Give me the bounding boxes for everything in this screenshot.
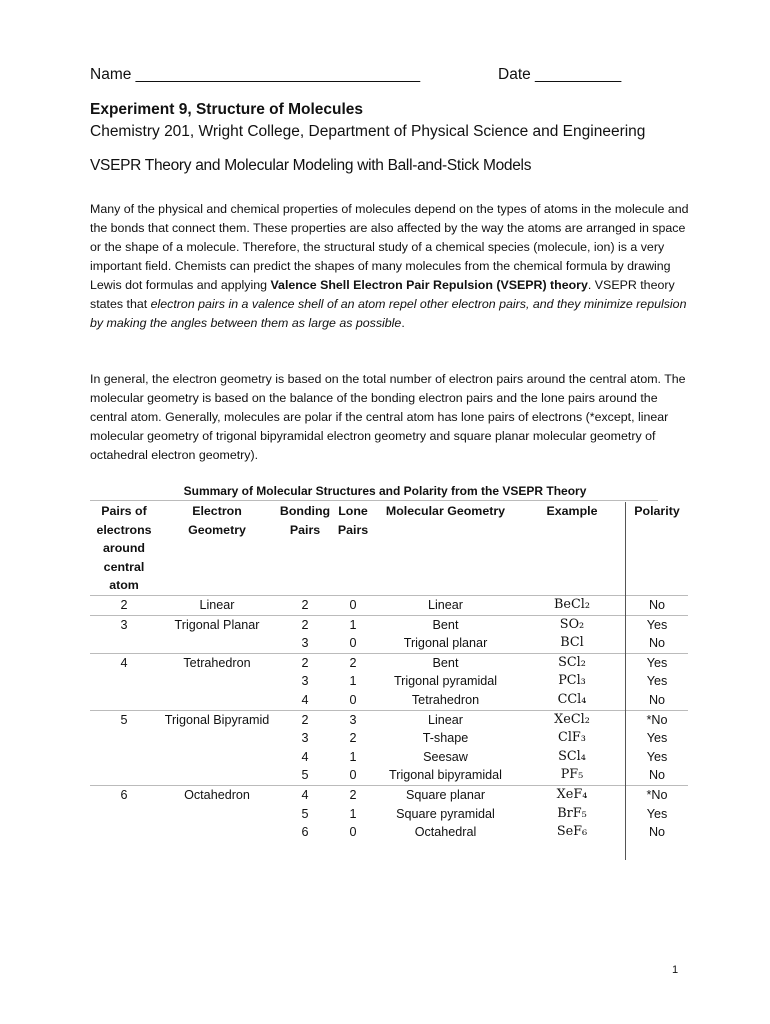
cell-polarity: Yes (626, 615, 689, 634)
cell-molecular-geometry: T-shape (422, 731, 469, 746)
cell-electron-geometry (158, 805, 276, 824)
spacer-cell (276, 842, 334, 861)
cell-bonding-pairs: 5 (301, 768, 309, 783)
cell-pairs (90, 729, 158, 748)
cell-polarity: Yes (626, 805, 689, 824)
cell-molecular-geometry: Linear (372, 710, 519, 729)
table-row (90, 823, 688, 842)
intro-text-c: . (401, 316, 405, 330)
cell-polarity: *No (626, 710, 689, 729)
cell-bonding-pairs: 2 (276, 710, 334, 729)
cell-electron-geometry (158, 766, 276, 785)
cell-pairs (90, 766, 158, 785)
cell-bonding-pairs: 3 (301, 731, 309, 746)
cell-example: BCl (560, 635, 584, 651)
intro-text-a: Many of the physical and chemical properties of molecules depend on the types of atoms in the molecule and the bonds that connect them. These properties are also affected by the way the atoms are arranged in space or the shape of a molecule. Therefore, the structural study of a chemical species (molecule, ion) is a very important field. Chemists can predict the shapes of many molecules from the chemical formula by drawing Lewis dot formulas and applying (90, 202, 689, 292)
cell-polarity: No (626, 691, 689, 710)
name-field-line: Name _________________________________ (90, 66, 421, 83)
cell-polarity: No (626, 823, 689, 842)
section-subtitle: VSEPR Theory and Molecular Modeling with Ball-and-Stick Models (90, 157, 532, 174)
table-header-row (90, 502, 688, 595)
cell-polarity: Yes (626, 672, 689, 691)
experiment-title: Experiment 9, Structure of Molecules (90, 101, 364, 118)
cell-pairs: 2 (90, 595, 158, 615)
cell-electron-geometry (158, 634, 276, 653)
cell-bonding-pairs: 2 (276, 595, 334, 615)
table-row (90, 766, 688, 785)
cell-example: XeCl₂ (519, 710, 626, 729)
course-line: Chemistry 201, Wright College, Department of Physical Science and Engineering (90, 123, 646, 140)
cell-polarity: Yes (626, 653, 689, 672)
cell-example: PF₅ (560, 767, 584, 783)
intro-paragraph (90, 200, 690, 333)
cell-molecular-geometry: Bent (372, 653, 519, 672)
cell-lone-pairs: 2 (334, 653, 372, 672)
spacer-cell (158, 842, 276, 861)
cell-lone-pairs: 1 (334, 615, 372, 634)
cell-pairs (90, 634, 158, 653)
cell-molecular-geometry: Octahedral (414, 825, 477, 840)
cell-molecular-geometry: Trigonal bipyramidal (389, 768, 502, 783)
cell-pairs: 3 (90, 615, 158, 634)
intro-italic-statement: electron pairs in a valence shell of an atom repel other electron pairs, and they minimize repulsion by making the angles between them as large as possible (90, 297, 687, 330)
header-polarity: Polarity (626, 502, 689, 595)
cell-electron-geometry (158, 729, 276, 748)
cell-molecular-geometry: Tetrahedron (411, 692, 480, 707)
cell-lone-pairs: 1 (349, 749, 357, 764)
table-spacer-row (90, 842, 688, 861)
cell-bonding-pairs: 2 (276, 653, 334, 672)
cell-pairs: 5 (90, 710, 158, 729)
cell-bonding-pairs: 5 (301, 806, 309, 821)
cell-example: ClF₃ (558, 730, 586, 746)
cell-polarity: No (626, 595, 689, 615)
header-electron-geometry: Electron Geometry (188, 504, 246, 537)
table-row (90, 634, 688, 653)
header-example: Example (546, 504, 598, 518)
cell-electron-geometry (158, 691, 276, 710)
table-body (90, 595, 688, 860)
cell-lone-pairs: 1 (349, 674, 357, 689)
cell-bonding-pairs: 2 (276, 615, 334, 634)
table-row (90, 615, 688, 634)
cell-polarity: Yes (626, 748, 689, 767)
spacer-cell (90, 842, 158, 861)
cell-pairs: 6 (90, 785, 158, 804)
table-row (90, 595, 688, 615)
cell-lone-pairs: 2 (334, 785, 372, 804)
cell-example: XeF₄ (519, 785, 626, 804)
cell-example: SCl₄ (558, 748, 586, 764)
cell-lone-pairs: 2 (349, 731, 357, 746)
cell-bonding-pairs: 4 (301, 692, 309, 707)
spacer-cell (372, 842, 519, 861)
table-caption: Summary of Molecular Structures and Polarity from the VSEPR Theory (183, 484, 587, 498)
cell-pairs (90, 805, 158, 824)
table-row (90, 729, 688, 748)
cell-molecular-geometry: Trigonal planar (403, 636, 488, 651)
cell-example: SO₂ (519, 615, 626, 634)
cell-bonding-pairs: 3 (301, 674, 309, 689)
table-row (90, 785, 688, 804)
cell-example: SCl₂ (519, 653, 626, 672)
table-row (90, 805, 688, 824)
cell-example: CCl₄ (557, 691, 587, 707)
header-bonding-pairs: Bonding Pairs (279, 504, 331, 537)
cell-molecular-geometry: Seesaw (423, 749, 468, 764)
table-row (90, 653, 688, 672)
cell-lone-pairs: 0 (334, 595, 372, 615)
cell-electron-geometry (158, 748, 276, 767)
header-molecular-geometry: Molecular Geometry (385, 504, 506, 518)
cell-electron-geometry (158, 672, 276, 691)
cell-electron-geometry: Linear (158, 595, 276, 615)
cell-example: BrF₅ (557, 805, 587, 821)
cell-polarity: No (626, 634, 689, 653)
cell-electron-geometry: Trigonal Planar (158, 615, 276, 634)
cell-lone-pairs: 1 (349, 806, 357, 821)
cell-lone-pairs: 0 (349, 768, 357, 783)
cell-electron-geometry: Trigonal Bipyramid (158, 710, 276, 729)
cell-bonding-pairs: 3 (301, 636, 309, 651)
cell-molecular-geometry: Square pyramidal (396, 806, 495, 821)
cell-lone-pairs: 0 (349, 825, 357, 840)
cell-bonding-pairs: 6 (301, 825, 309, 840)
table-row (90, 691, 688, 710)
cell-pairs (90, 691, 158, 710)
geometry-paragraph: In general, the electron geometry is based on the total number of electron pairs around the central atom. The molecular geometry is based on the balance of the bonding electron pairs and the lone pairs around the central atom. Generally, molecules are polar if the central atom has lone pairs of electrons (*except, linear molecular geometry of trigonal bipyramidal electron geometry and square planar molecular geometry of octahedral electron geometry). (90, 372, 686, 462)
cell-molecular-geometry: Linear (372, 595, 519, 615)
table-row (90, 748, 688, 767)
cell-bonding-pairs: 4 (301, 749, 309, 764)
intro-text-b: . VSEPR theory states that (90, 278, 675, 311)
spacer-cell (626, 842, 689, 861)
header-lone-pairs: Lone Pairs (337, 504, 369, 537)
cell-polarity: No (626, 766, 689, 785)
cell-example: SeF₆ (556, 824, 588, 840)
table-row (90, 672, 688, 691)
cell-pairs (90, 672, 158, 691)
cell-polarity: *No (626, 785, 689, 804)
cell-electron-geometry: Octahedron (158, 785, 276, 804)
cell-lone-pairs: 0 (349, 636, 357, 651)
cell-electron-geometry (158, 823, 276, 842)
table-row (90, 710, 688, 729)
cell-electron-geometry: Tetrahedron (158, 653, 276, 672)
header-pairs: Pairs of electrons around central atom (96, 504, 152, 593)
intro-bold-term: Valence Shell Electron Pair Repulsion (VSEPR) theory (270, 278, 588, 292)
cell-pairs (90, 748, 158, 767)
spacer-cell (334, 842, 372, 861)
cell-lone-pairs: 0 (349, 692, 357, 707)
vsepr-summary-table (90, 502, 688, 860)
caption-divider (90, 500, 658, 501)
cell-bonding-pairs: 4 (276, 785, 334, 804)
cell-pairs: 4 (90, 653, 158, 672)
cell-example: BeCl₂ (519, 595, 626, 615)
cell-lone-pairs: 3 (334, 710, 372, 729)
cell-molecular-geometry: Square planar (372, 785, 519, 804)
cell-pairs (90, 823, 158, 842)
page-number: 1 (672, 964, 679, 976)
cell-molecular-geometry: Bent (372, 615, 519, 634)
date-field-line: Date __________ (498, 66, 622, 83)
cell-molecular-geometry: Trigonal pyramidal (393, 674, 498, 689)
cell-example: PCl₃ (558, 673, 586, 689)
cell-polarity: Yes (626, 729, 689, 748)
spacer-cell (519, 842, 626, 861)
